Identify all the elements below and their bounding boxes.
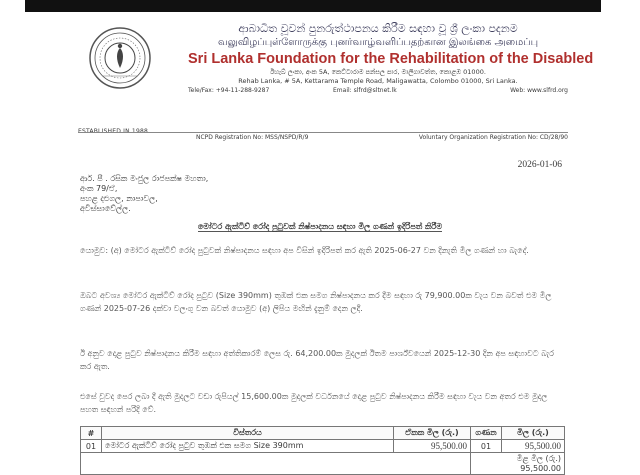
paragraph-quotation: ඔබට අවශ්‍ය මෝටර ඇක්ටිව් රෝද පුටුව (Size 390mm) තුඹක් එක සමග නිෂ්පාදනය කර දීම සඳහා රු 79,900.00ක වැය වන බවත් එම මිල ගණන් 2025-07-26 දක්වා වලංගු වන බවත් යොමුව (අ) ලිපිය මඟින් දැනුම් දෙන ලදී.	[80, 291, 552, 313]
addressee-line: ආර්. පී . රසික මංජුල රාජපක්ෂ මහතා,	[80, 174, 209, 183]
paragraph-reference: යොමුව: (අ) මෝටර ඇක්ටිව් රෝද පුටුවක් නිෂ්පාදනය සඳහා අප විසින් ඉදිරිපත් කර ඇති 2025-06-27 වන දිනැති මිල ගණන් හා බැදේ.	[80, 246, 529, 255]
letterhead-text	[188, 22, 594, 97]
voluntary-registration: Voluntary Organization Registration No: CD/28/90	[418, 134, 568, 141]
email: Email: slfrd@sltnet.lk	[333, 87, 397, 94]
table-header-row	[81, 427, 565, 440]
total-price: මිළ මිල (රු.) 95,500.00	[471, 453, 565, 475]
telefax: Tele/Fax: +94-11-288-9287	[188, 87, 270, 94]
website: Web: www.slfrd.org	[510, 87, 568, 94]
document-page	[70, 12, 594, 473]
col-header-number: #	[81, 427, 102, 440]
row-price: 95,500.00	[502, 440, 565, 453]
addressee-line: අවිස්සාවේල්ල.	[80, 204, 131, 213]
org-name-tamil: வலுவிழப்புள்ளோருக்கு புனர்வாழ்வளிப்பதற்கான இலங்கை அமைப்பு	[217, 37, 539, 48]
registration-line	[78, 132, 568, 143]
addressee-line: අංක 79/ඒ,	[80, 184, 118, 193]
letterhead	[78, 22, 594, 135]
row-description: මෝටර ඇක්ටිව් රෝද පුටුව තුඹක් එක සමග Size 390mm	[102, 440, 394, 453]
org-name-english: Sri Lanka Foundation for the Rehabilitation of the Disabled	[188, 51, 594, 67]
col-header-quantity: ගණන	[471, 427, 502, 440]
contact-line	[188, 87, 568, 97]
table-row	[81, 440, 565, 453]
organization-seal-icon	[88, 26, 152, 90]
paragraph-balance: එසේ වුවද පෙර ලබා දී ඇති මුදලට වඩා රුපියල් 15,600.00ක මුදලක් වර්ධනයේ දෙළ පුටුව නිෂ්පාදනය කිරීම සඳහා වැය වන අතර එම මුදල පහත සඳහන් පරිදි වේ.	[80, 392, 548, 414]
addressee-block	[80, 174, 208, 214]
subject-text: මෝටර ඇක්ටිව් රෝද පුටුවක් නිෂ්පාදනය සඳහා මිල ගණන් ඉදිරිපත් කිරීම	[197, 222, 443, 231]
col-header-price: මිල (රු.)	[502, 427, 565, 440]
col-header-unit-price: ඒකක මිල (රු.)	[394, 427, 471, 440]
top-dark-band	[25, 0, 601, 12]
letter-date: 2026-01-06	[517, 160, 562, 170]
ncpd-registration: NCPD Registration No: MSS/NSPD/R/9	[196, 134, 309, 141]
org-name-sinhala: ආබාධිත වූවන් පුනරුත්ථාපනය කිරීම සඳහා වූ ශ්‍රී ලංකා පදනම	[238, 22, 518, 35]
price-table	[80, 426, 565, 475]
addressee-line: පහළ දළුගල, නාපාවල,	[80, 194, 158, 203]
row-unit-price: 95,500.00	[394, 440, 471, 453]
established-label: ESTABLISHED IN 1988	[78, 128, 149, 135]
address-sinhala: ඊහැබ් ලංකා, අංක 5A, කෙට්ටාරාම පන්සල පාර, මාලිගාවත්ත, කොළඹ 01000.	[270, 68, 486, 76]
subject-heading	[70, 222, 570, 232]
row-number: 01	[81, 440, 102, 453]
row-quantity: 01	[471, 440, 502, 453]
col-header-description: විස්තරය	[102, 427, 394, 440]
paragraph-advance: ඊ අනුව දෙළ පුටුව නිෂ්පාදනය කිරීම සඳහා අත්තිකාරම් ලෙස රු. 64,200.00ක මුදලක් ඊතම පාර්ශ්වයෙන් 2025-12-30 දින අප සඳහාවට බැර කර ඇත.	[80, 349, 554, 371]
address-english: Rehab Lanka, # 5A, Kettarama Temple Road, Maligawatta, Colombo 01000, Sri Lanka.	[238, 77, 518, 85]
